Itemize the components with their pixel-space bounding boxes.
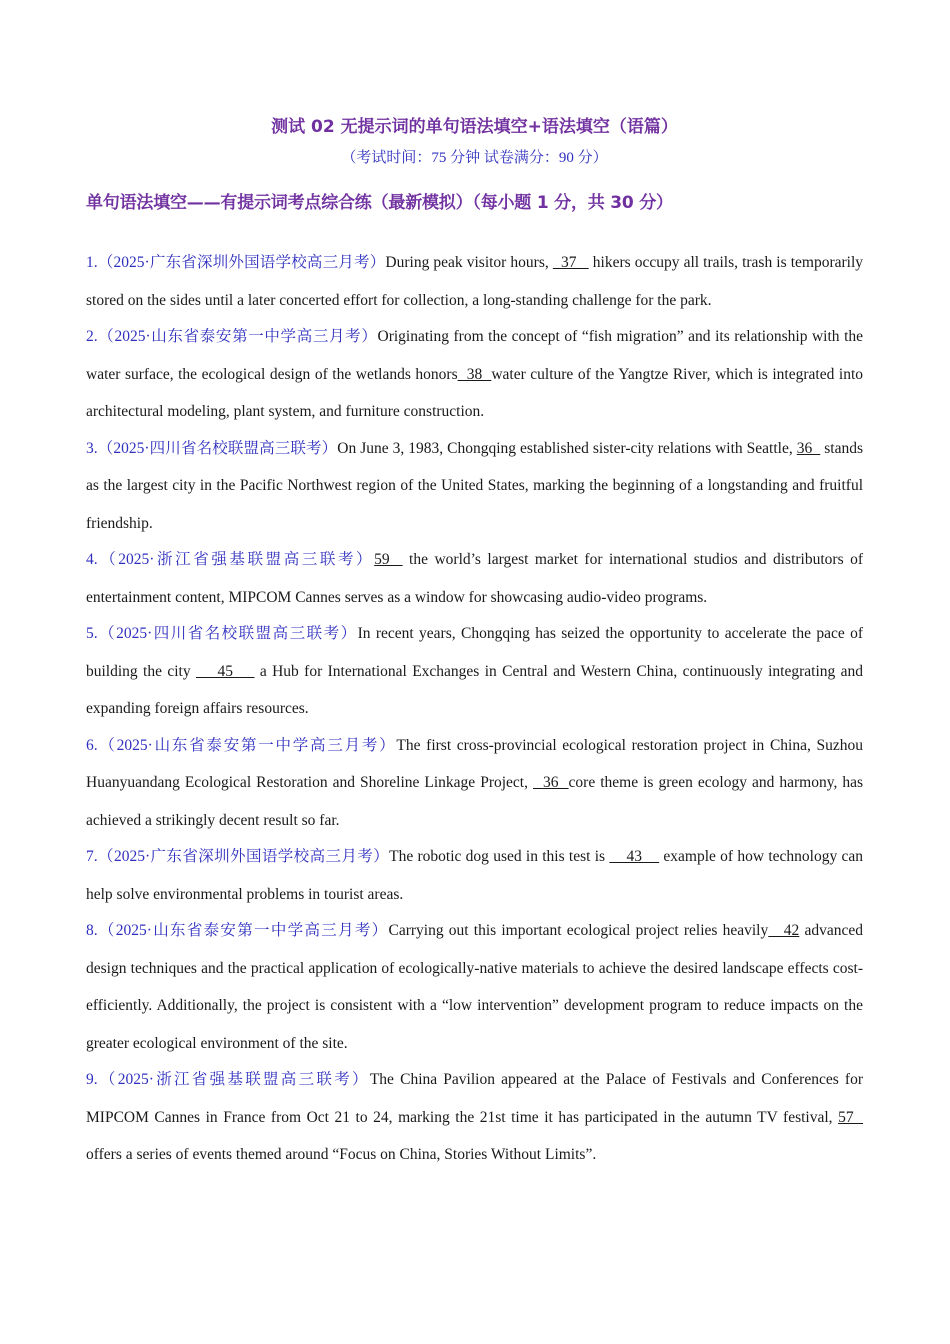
question-number: 3. [86,439,98,457]
answer-blank: 37 [552,254,589,271]
question-text-after: the world’s largest market for international studios and distributors of entertainment content, MIPCOM Cannes serves as a window for showcasing audio-video programs. [86,551,863,606]
question-item [86,430,863,543]
question-number: 8. [86,922,98,939]
question-number: 4. [86,551,98,568]
question-text-before: On June 3, 1983, Chongqing established sister-city relations with Seattle, [337,439,797,457]
question-text-before: The first cross-provincial ecological restoration project in China, Suzhou Huanyuandang Ecological Restoration and Shoreline Linkage Project, [86,736,863,791]
question-source: （2025·浙江省强基联盟高三联考） [97,1071,370,1088]
question-number: 5. [86,625,98,642]
answer-blank: 38 [457,365,492,383]
question-number: 7. [86,848,98,865]
question-source: （2025·广东省深圳外国语学校高三月考） [97,848,390,865]
answer-blank: 36 [796,439,821,457]
question-text-after: water culture of the Yangtze River, which is integrated into architectural modeling, plant system, and furniture construction. [86,365,864,420]
question-text-after: example of how technology can help solve environmental problems in tourist areas. [86,848,863,903]
question-source: （2025·山东省泰安第一中学高三月考） [97,736,397,754]
question-source: （2025·四川省名校联盟高三联考） [97,439,338,457]
question-text-after: advanced design techniques and the practical application of ecologically-native materials to achieve the desired landscape effects cost-efficiently. Additionally, the project is consistent with a “low intervention” development program to reduce impacts on the greater ecological environment of the site. [86,922,863,1052]
exam-info: （考试时间：75 分钟 试卷满分：90 分） [341,150,608,166]
question-text-before: During peak visitor hours, [385,254,553,271]
question-number: 6. [86,736,98,754]
question-item [86,318,863,431]
answer-blank: 43 [609,848,660,865]
section-heading: 单句语法填空——有提示词考点综合练（最新模拟）（每小题 1 分，共 30 分） [86,193,673,213]
answer-blank: 36 [533,774,569,791]
answer-blank: 42 [768,922,800,939]
answer-blank: 45 [195,662,255,680]
question-list [86,244,863,1174]
question-text-before: Carrying out this important ecological project relies heavily [388,922,769,939]
page-title: 测试 02 无提示词的单句语法填空+语法填空（语篇） [271,117,678,137]
question-text-before: In recent years, Chongqing has seized the opportunity to accelerate the pace of building the city [86,625,863,680]
question-text-before: The robotic dog used in this test is [389,848,610,865]
question-source: （2025·山东省泰安第一中学高三月考） [97,328,378,345]
question-source: （2025·广东省深圳外国语学校高三月考） [97,254,386,271]
question-number: 9. [86,1071,98,1088]
question-item [86,1061,863,1174]
question-text-after: core theme is green ecology and harmony, has achieved a strikingly decent result so far. [86,774,863,829]
question-text-after: offers a series of events themed around “Focus on China, Stories Without Limits”. [86,1146,597,1163]
question-item [86,838,863,913]
question-number: 2. [86,328,98,345]
question-item [86,727,863,840]
question-number: 1. [86,254,98,271]
question-text-after: a Hub for International Exchanges in Central and Western China, continuously integrating and expanding foreign affairs resources. [86,662,864,717]
question-item [86,541,863,616]
question-source: （2025·浙江省强基联盟高三联考） [97,551,375,568]
question-source: （2025·四川省名校联盟高三联考） [97,625,358,642]
answer-blank: 57 [838,1108,863,1126]
question-text-after: hikers occupy all trails, trash is temporarily stored on the sides until a later concerted effort for collection, a long-standing challenge for the park. [86,254,864,309]
question-item [86,615,863,728]
document-page [86,112,863,1173]
question-item [86,912,863,1062]
question-text-before: Originating from the concept of “fish migration” and its relationship with the water surface, the ecological design of the wetlands honors [86,328,864,383]
question-text-before: The China Pavilion appeared at the Palace of Festivals and Conferences for MIPCOM Cannes in France from Oct 21 to 24, marking the 21st time it has participated in the autumn TV festival, [86,1071,863,1126]
question-source: （2025·山东省泰安第一中学高三月考） [97,922,389,939]
question-text-after: stands as the largest city in the Pacific Northwest region of the United States, marking the beginning of a longstanding and fruitful friendship. [86,439,864,532]
answer-blank: 59 [374,551,403,568]
question-item [86,244,863,319]
